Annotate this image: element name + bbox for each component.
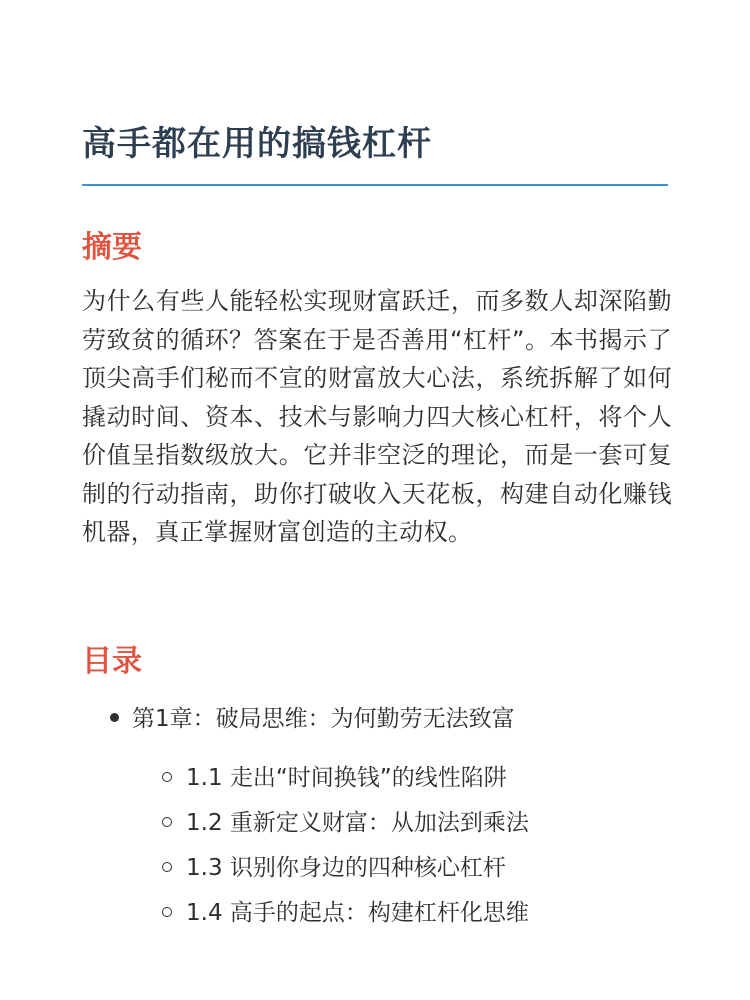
toc-section-item (162, 801, 529, 846)
toc-chapter-label: 第1章：破局思维：为何勤劳无法致富 (132, 706, 515, 732)
toc-section-list (162, 756, 529, 936)
toc-section-item (162, 891, 529, 936)
hollow-bullet-icon (162, 817, 172, 827)
summary-paragraph: 为什么有些人能轻松实现财富跃迁，而多数人却深陷勤劳致贫的循环？答案在于是否善用“杠杆”。本书揭示了顶尖高手们秘而不宣的财富放大心法，系统拆解了如何撬动时间、资本、技术与影响力四大核心杠杆，将个人价值呈指数级放大。它并非空泛的理论，而是一套可复制的行动指南，助你打破收入天花板，构建自动化赚钱机器，真正掌握财富创造的主动权。 (82, 287, 672, 546)
bullet-icon (110, 713, 119, 722)
toc-section-label: 1.1 走出“时间换钱”的线性陷阱 (186, 765, 507, 791)
title-divider (82, 184, 668, 186)
toc-section-item (162, 846, 529, 891)
summary-heading: 摘要 (82, 230, 142, 265)
toc-section-label: 1.4 高手的起点：构建杠杆化思维 (186, 900, 529, 926)
page-title: 高手都在用的搞钱杠杆 (82, 124, 432, 164)
toc-section-label: 1.2 重新定义财富：从加法到乘法 (186, 810, 529, 836)
toc-section-label: 1.3 识别你身边的四种核心杠杆 (186, 855, 506, 881)
hollow-bullet-icon (162, 862, 172, 872)
hollow-bullet-icon (162, 907, 172, 917)
toc-chapter-item (110, 700, 515, 733)
hollow-bullet-icon (162, 772, 172, 782)
toc-section-item (162, 756, 529, 801)
toc-heading: 目录 (82, 644, 142, 679)
